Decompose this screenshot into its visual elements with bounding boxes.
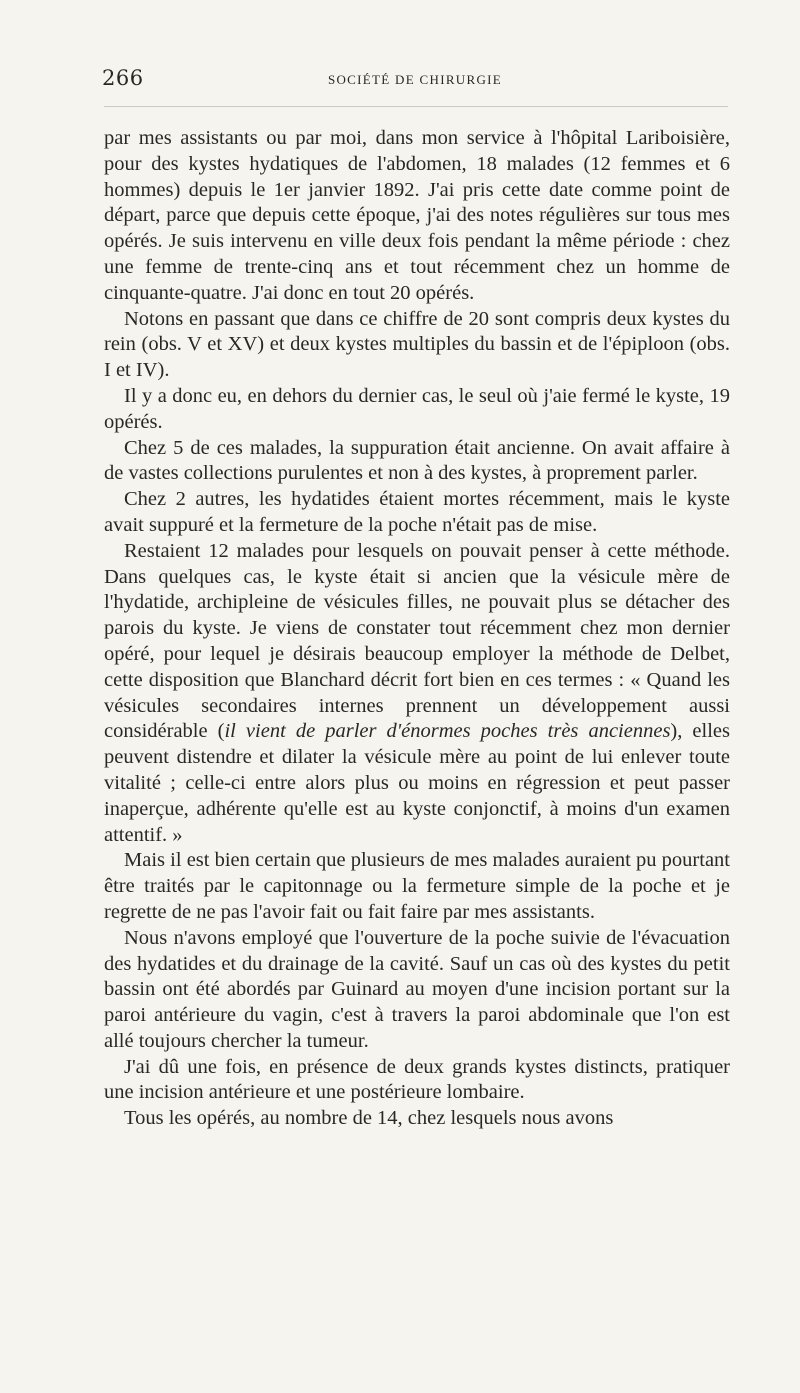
page-header — [102, 66, 728, 96]
paragraph: par mes assistants ou par moi, dans mon service à l'hôpital Lariboisière, pour des kystes hydatiques de l'abdomen, 18 malades (12 femmes et 6 hommes) depuis le 1er janvier 1892. J'ai pris cette date comme point de départ, parce que depuis cette époque, j'ai des notes régulières sur tous mes opérés. Je suis intervenu en ville deux fois pendant la même période : chez une femme de trente-cinq ans et tout récemment chez un homme de cinquante-quatre. J'ai donc en tout 20 opérés. — [104, 127, 730, 304]
paragraph: Mais il est bien certain que plusieurs de mes malades auraient pu pourtant être traités par le capitonnage ou la fermeture simple de la poche et je regrette de ne pas l'avoir fait ou fait faire par mes assistants. — [104, 849, 730, 923]
header-rule — [104, 106, 728, 107]
paragraph: J'ai dû une fois, en présence de deux grands kystes distincts, pratiquer une incision antérieure et une postérieure lombaire. — [104, 1055, 730, 1104]
paragraph: Nous n'avons employé que l'ouverture de la poche suivie de l'évacuation des hydatides et du drainage de la cavité. Sauf un cas où des kystes du petit bassin ont été abordés par Guinard au moyen d'une incision portant sur la paroi antérieure du vagin, c'est à travers la paroi abdominale que l'on est allé toujours chercher la tumeur. — [104, 926, 730, 1052]
paragraph: Chez 2 autres, les hydatides étaient mortes récemment, mais le kyste avait suppuré et la fermeture de la poche n'était pas de mise. — [104, 488, 730, 536]
paragraph: Chez 5 de ces malades, la suppuration était ancienne. On avait affaire à de vastes collections purulentes et non à des kystes, à proprement parler. — [104, 436, 730, 485]
paragraph: Il y a donc eu, en dehors du dernier cas, le seul où j'aie fermé le kyste, 19 opérés. — [104, 384, 730, 433]
paragraph-text: ), elles peuvent distendre et dilater la vésicule mère au point de lui enlever toute vitalité ; celle-ci entre alors plus ou moins en régression et peut passer inaperçue, adhérente qu'elle est au kyste conjonctif, à moins d'un examen attentif. » — [104, 720, 730, 846]
page-number: 266 — [102, 66, 144, 90]
paragraph-with-quote — [104, 539, 730, 849]
paragraph: Tous les opérés, au nombre de 14, chez lesquels nous avons — [124, 1107, 614, 1130]
paragraph-text: Restaient 12 malades pour lesquels on pouvait penser à cette méthode. Dans quelques cas, le kyste était si ancien que la vésicule mère de l'hydatide, archipleine de vésicules filles, ne pouvait plus se détacher des parois du kyste. Je viens de constater tout récemment chez mon dernier opéré, pour lequel je désirais beaucoup employer la méthode de Delbet, cette disposition que Blanchard décrit fort bien en ces termes : « Quand les vésicules secondaires internes prennent un développement aussi considérable ( — [104, 539, 730, 743]
running-title: SOCIÉTÉ DE CHIRURGIE — [327, 72, 503, 87]
paragraph: Notons en passant que dans ce chiffre de 20 sont compris deux kystes du rein (obs. V et XV) et deux kystes multiples du bassin et de l'épiploon (obs. I et IV). — [104, 307, 730, 382]
article-body — [104, 126, 730, 1132]
italic-aside: il vient de parler d'énormes poches très anciennes — [224, 720, 671, 743]
